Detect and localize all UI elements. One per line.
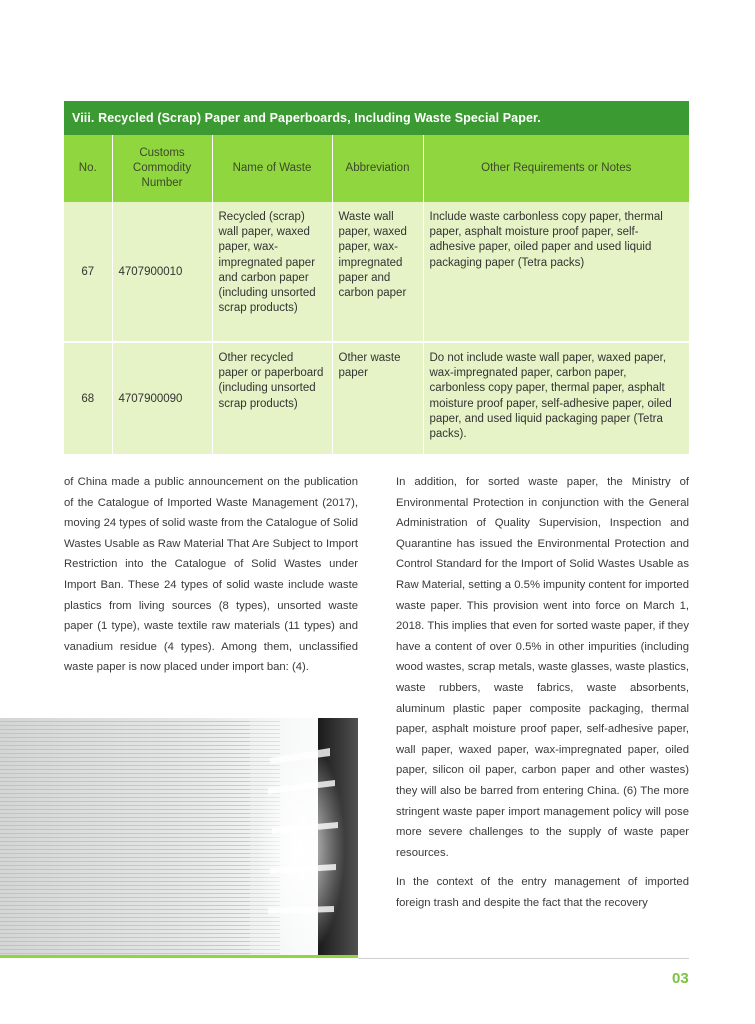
right-paragraph-1: In addition, for sorted waste paper, the Ministry of Environmental Protection in conjunction with the General Administration of Quality Supervision, Inspection and Quarantine has issued the Environmental Protection and Control Standard for the Import of Solid Wastes Usable as Raw Material, setting a 0.5% impunity content for imported waste paper. This provision went into force on March 1, 2018. This implies that even for sorted waste paper, if they have a content of over 0.5% in other impurities (including wood wastes, scrap metals, waste glasses, waste plastics, waste rubbers, waste fabrics, waste absorbents, aluminum plastic paper composite packaging, thermal paper, asphalt moisture proof paper, self-adhesive paper, wall paper, waxed paper, wax-impregnated paper, oiled paper, silicon oil paper, carbon paper and other wastes) they will also be barred from entering China. (6) The more stringent waste paper import management policy will pose more severe challenges to the supply of waste paper resources. — [396, 476, 689, 859]
table-row — [64, 202, 689, 342]
right-paragraph-2: In the context of the entry management of imported foreign trash and despite the fact that the recovery — [396, 876, 689, 909]
left-column — [64, 472, 358, 687]
header-no: No. — [64, 135, 112, 202]
table-title: Viii. Recycled (Scrap) Paper and Paperboards, Including Waste Special Paper. — [64, 101, 689, 135]
right-column — [396, 472, 689, 922]
cell-notes: Include waste carbonless copy paper, thermal paper, asphalt moisture proof paper, self-adhesive paper, oiled paper and used liquid packaging paper (Tetra packs) — [423, 202, 689, 342]
page-number: 03 — [672, 970, 689, 987]
header-abbreviation: Abbreviation — [332, 135, 423, 202]
table-header-row — [64, 135, 689, 202]
table-row — [64, 342, 689, 454]
cell-code: 4707900010 — [112, 202, 212, 342]
cell-name: Other recycled paper or paperboard (including unsorted scrap products) — [212, 342, 332, 454]
green-accent-line — [0, 955, 358, 958]
paper-stack-photo — [0, 718, 358, 956]
cell-no: 67 — [64, 202, 112, 342]
paper-stack-illustration — [0, 718, 358, 956]
cell-name: Recycled (scrap) wall paper, waxed paper, wax-impregnated paper and carbon paper (including unsorted scrap products) — [212, 202, 332, 342]
waste-table — [64, 135, 689, 454]
header-customs-number: Customs Commodity Number — [112, 135, 212, 202]
cell-notes: Do not include waste wall paper, waxed paper, wax-impregnated paper, carbon paper, carbonless copy paper, thermal paper, asphalt moisture proof paper, self-adhesive paper, oiled paper, and used liquid packaging paper (Tetra packs). — [423, 342, 689, 454]
footer-rule — [358, 958, 689, 959]
cell-no: 68 — [64, 342, 112, 454]
header-notes: Other Requirements or Notes — [423, 135, 689, 202]
waste-table-container — [64, 101, 689, 454]
cell-abbr: Other waste paper — [332, 342, 423, 454]
header-name: Name of Waste — [212, 135, 332, 202]
left-paragraph: of China made a public announcement on the publication of the Catalogue of Imported Waste Management (2017), moving 24 types of solid waste from the Catalogue of Solid Wastes Usable as Raw Material That Are Subject to Import Restriction into the Catalogue of Solid Wastes under Import Ban. These 24 types of solid waste include waste plastics from living sources (8 types), unsorted waste paper (1 type), waste textile raw materials (11 types) and vanadium residue (4 types). Among them, unclassified waste paper is now placed under import ban: (4). — [64, 476, 358, 674]
cell-code: 4707900090 — [112, 342, 212, 454]
cell-abbr: Waste wall paper, waxed paper, wax-impregnated paper and carbon paper — [332, 202, 423, 342]
